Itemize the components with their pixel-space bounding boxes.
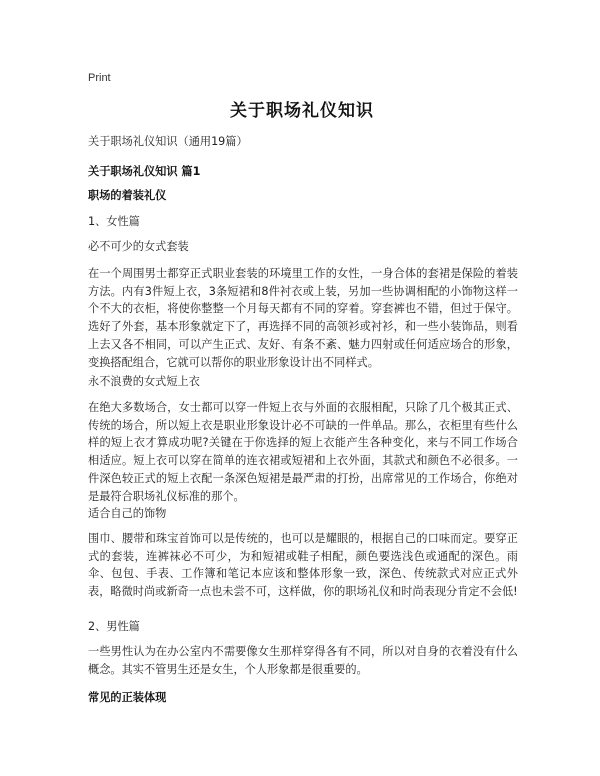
print-label[interactable]: Print [88, 72, 111, 84]
jacket-paragraph: 在绝大多数场合，女士都可以穿一件短上衣与外面的衣服相配，只除了几个极其正式、传统的场合，所以短上衣是职业形象设计必不可缺的一件单品。那么，衣柜里有些什么样的短上衣才算成功呢?关键在于你选择的短上衣能产生各种变化，来与不同工作场合相适应。短上衣可以穿在简单的连衣裙或短裙和上衣外面，其款式和颜色不必很多。一件深色较正式的短上衣配一条深色短裙是最严肃的打扮，出席常见的工作场合，你绝对是最符合职场礼仪标准的那个。 [88, 401, 518, 503]
suit-paragraph: 在一个周围男士都穿正式职业套装的环境里工作的女性，一身合体的套裙是保险的着装方法。内有3件短上衣，3条短裙和8件衬衣或上装，另加一些协调相配的小饰物这样一个不大的衣柜，将使你整整一个月每天都有不同的穿着。穿套裤也不错，但过于保守。选好了外套，基本形象就定下了，再选择不同的高领衫或衬衫，和一些小装饰品，则看上去又各不相同，可以产生正式、友好、有条不紊、魅力四射或任何适应场合的形象，变换搭配组合，它就可以帮你的职业形象设计出不同样式。 [88, 267, 518, 369]
female-heading: 1、女性篇 [88, 215, 140, 228]
male-paragraph: 一些男性认为在办公室内不需要像女生那样穿得各有不同，所以对自身的衣着没有什么概念。其实不管男生还是女生，个人形象都是很重要的。 [88, 645, 518, 676]
formal-heading: 常见的正装体现 [88, 691, 167, 704]
topic-heading: 职场的着装礼仪 [88, 189, 167, 202]
male-heading: 2、男性篇 [88, 620, 140, 633]
accessory-heading: 适合自己的饰物 [88, 507, 167, 520]
document-subtitle: 关于职场礼仪知识（通用19篇） [88, 135, 248, 148]
accessory-paragraph: 围巾、腰带和珠宝首饰可以是传统的，也可以是耀眼的，根据自己的口味而定。要穿正式的套装，连裤袜必不可少，为和短裙或鞋子相配，颜色要选浅色或通配的深色。雨伞、包包、手表、工作簿和笔记本应该和整体形象一致，深色、传统款式对应正式外表，略微时尚或新奇一点也未尝不可，这样做，你的职场礼仪和时尚表现分肯定不会低! [88, 532, 518, 599]
section-heading: 关于职场礼仪知识 篇1 [88, 165, 201, 178]
page-title: 关于职场礼仪知识 [230, 101, 374, 121]
jacket-heading: 永不浪费的女式短上衣 [88, 375, 200, 388]
suit-heading: 必不可少的女式套装 [88, 240, 189, 253]
